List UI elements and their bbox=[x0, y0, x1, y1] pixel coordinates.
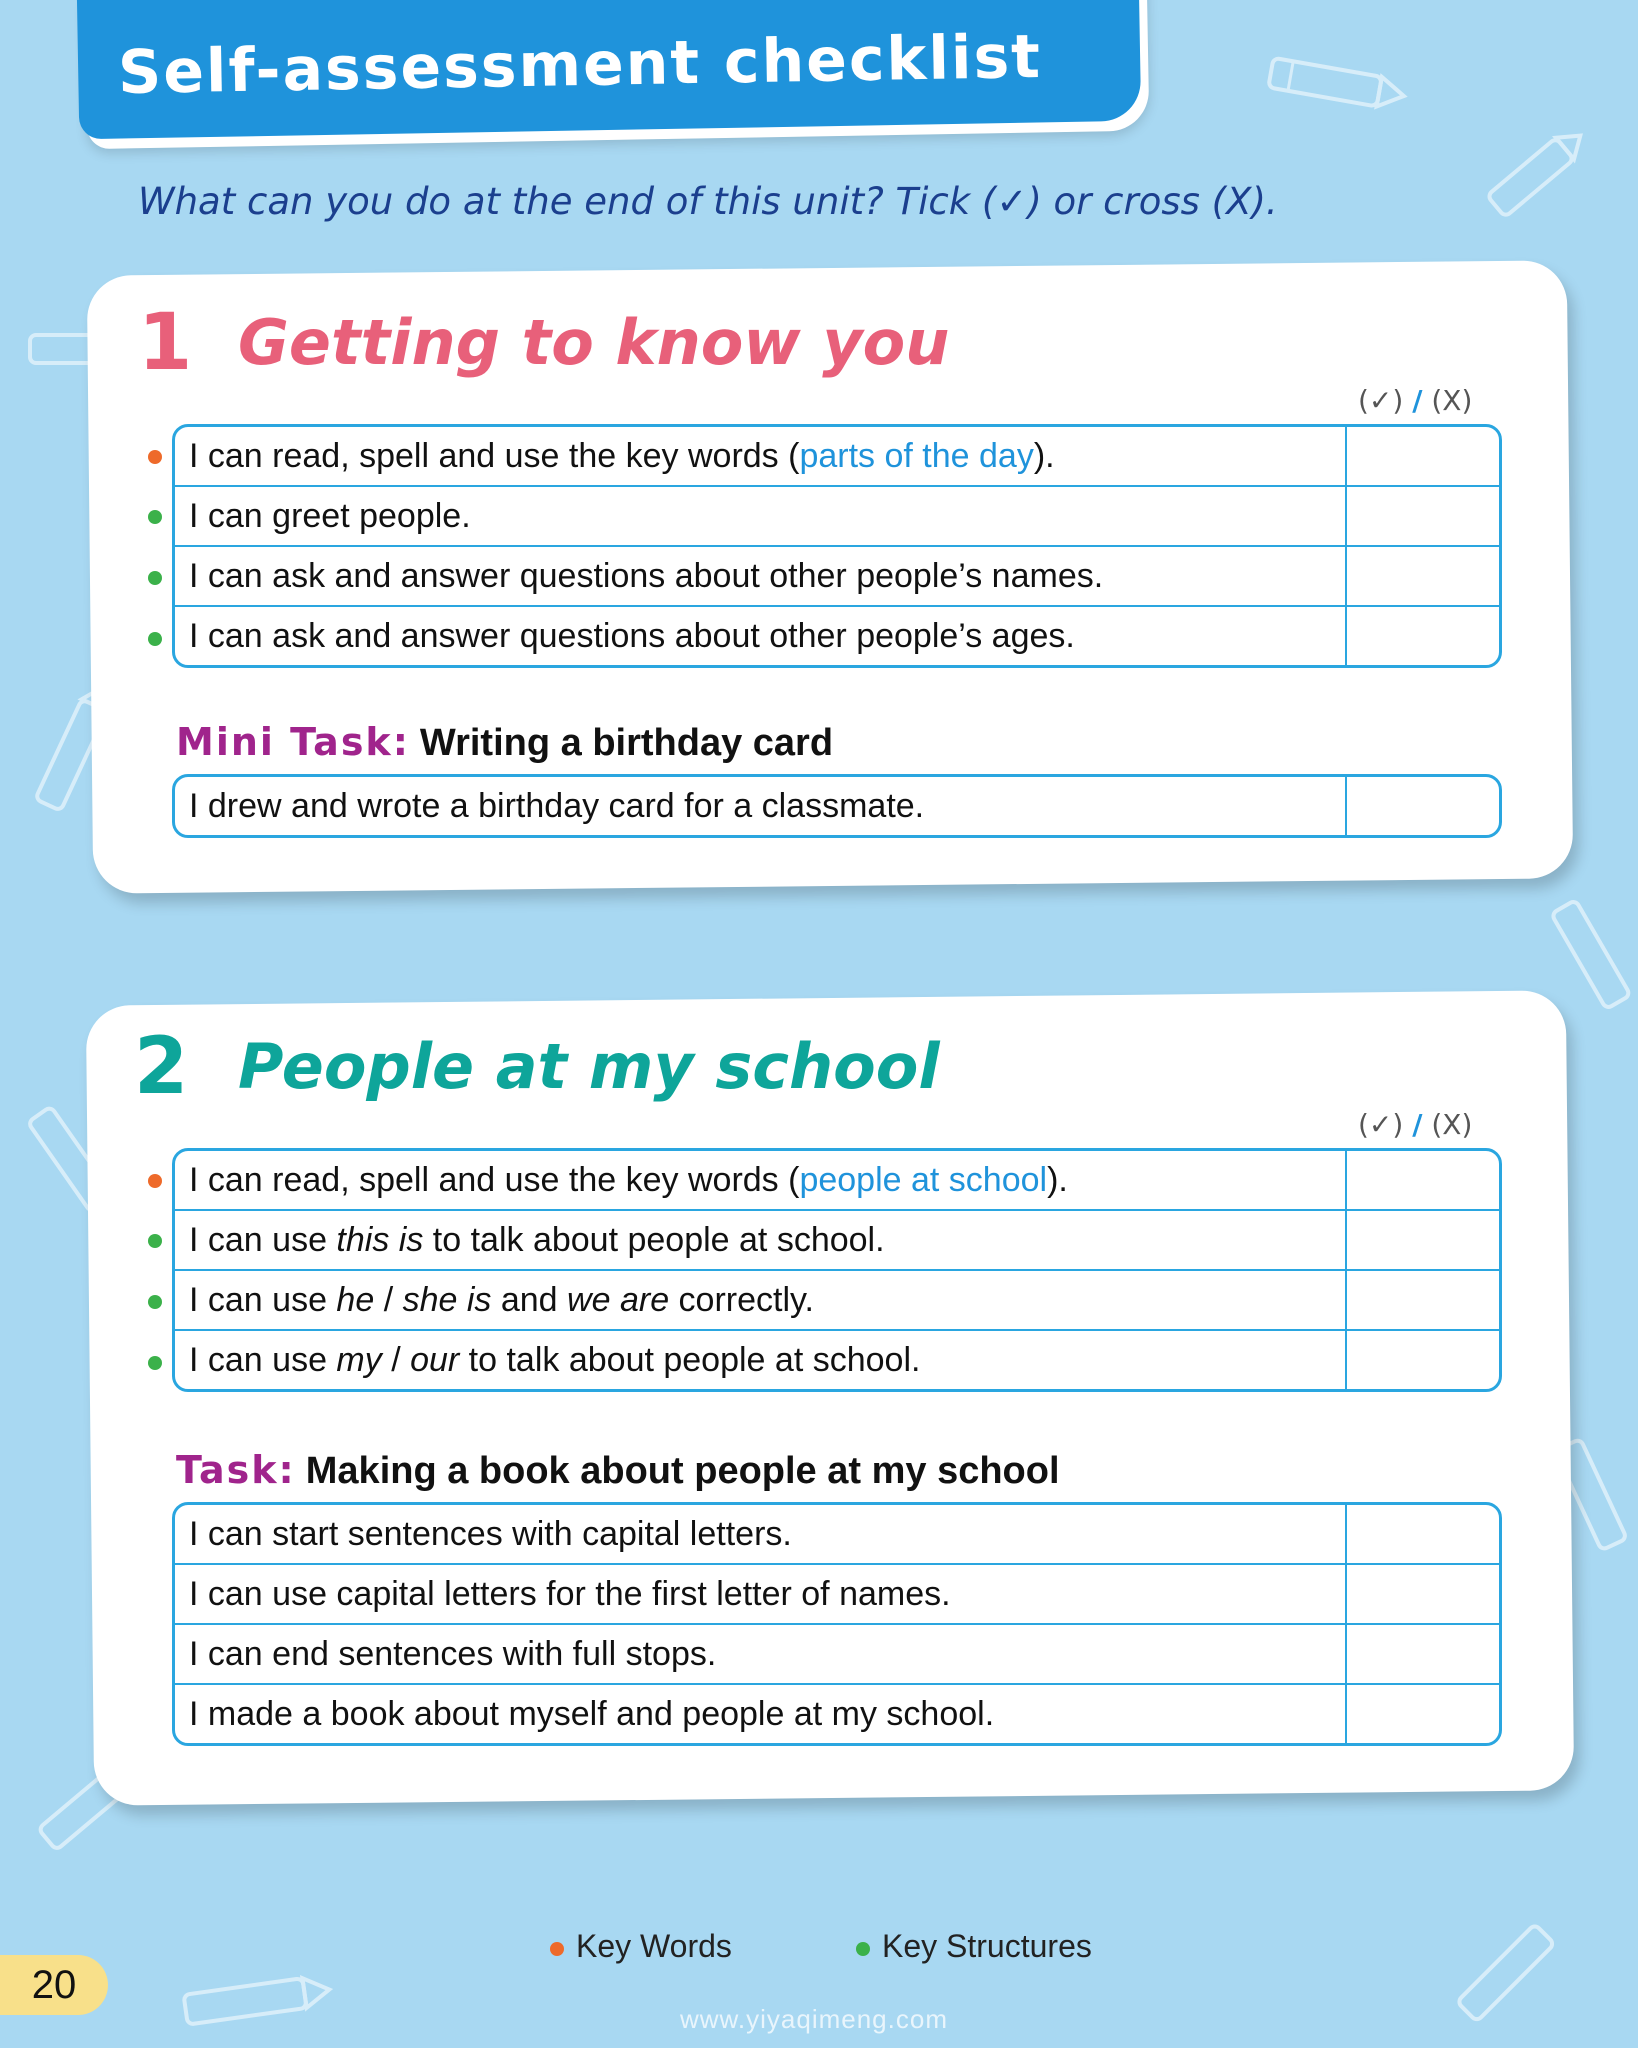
tick-box[interactable] bbox=[1345, 1685, 1499, 1743]
checklist-statement: I made a book about myself and people at my school. bbox=[189, 1694, 995, 1733]
tick-label: (✓) bbox=[1358, 384, 1404, 417]
highlight-text: parts of the day bbox=[799, 436, 1034, 475]
key-structures-dot bbox=[856, 1942, 870, 1956]
checklist-statement: I can ask and answer questions about other people’s names. bbox=[175, 547, 1345, 607]
tick-box[interactable] bbox=[1345, 1331, 1499, 1389]
checklist-statement: I can start sentences with capital letters. bbox=[175, 1505, 1345, 1565]
checklist-statement: I can use he / she is and we are correctly. bbox=[175, 1271, 1345, 1331]
checklist-statement: I can greet people. bbox=[175, 487, 1345, 547]
unit-2-task-checklist bbox=[172, 1502, 1502, 1746]
slash-label: / bbox=[1412, 1108, 1423, 1141]
unit-1-checklist bbox=[172, 424, 1502, 668]
checklist-row bbox=[175, 1565, 1499, 1625]
checklist-row bbox=[175, 1685, 1499, 1743]
tick-box[interactable] bbox=[1345, 1565, 1499, 1625]
checklist-statement: I can read, spell and use the key words (people at school). bbox=[175, 1151, 1345, 1211]
key-structures-dot bbox=[148, 1356, 162, 1370]
cross-label: (X) bbox=[1431, 1108, 1473, 1141]
task-label: Mini Task: bbox=[176, 720, 410, 764]
page-title: Self-assessment checklist bbox=[117, 21, 1043, 109]
pencil-icon bbox=[1440, 1900, 1580, 2040]
legend-key-structures: Key Structures bbox=[856, 1928, 1092, 1965]
tick-box[interactable] bbox=[1345, 607, 1499, 665]
unit-2-title: People at my school bbox=[238, 1030, 940, 1103]
key-structures-dot bbox=[148, 1295, 162, 1309]
checklist-row bbox=[175, 1505, 1499, 1565]
checklist-row bbox=[175, 1151, 1499, 1211]
checklist-statement: I can end sentences with full stops. bbox=[175, 1625, 1345, 1685]
unit-2-checklist bbox=[172, 1148, 1502, 1392]
tick-box[interactable] bbox=[1345, 1211, 1499, 1271]
key-structures-dot bbox=[148, 632, 162, 646]
key-structures-dot bbox=[148, 1234, 162, 1248]
task-title: Making a book about people at my school bbox=[305, 1450, 1060, 1492]
checklist-row bbox=[175, 1331, 1499, 1389]
checklist-row bbox=[175, 547, 1499, 607]
highlight-text: people at school bbox=[799, 1160, 1048, 1199]
tick-cross-header bbox=[1358, 384, 1472, 417]
pencil-icon bbox=[1250, 48, 1410, 118]
checklist-statement: I can use this is to talk about people at school. bbox=[175, 1211, 1345, 1271]
key-structures-dot bbox=[148, 571, 162, 585]
checklist-statement: I drew and wrote a birthday card for a classmate. bbox=[189, 786, 925, 825]
key-structures-dot bbox=[148, 510, 162, 524]
unit-1-task-checklist bbox=[172, 774, 1502, 838]
slash-label: / bbox=[1412, 384, 1423, 417]
tick-box[interactable] bbox=[1345, 1151, 1499, 1211]
instruction-text: What can you do at the end of this unit? Tick (✓) or cross (X). bbox=[138, 180, 1278, 223]
unit-1-number: 1 bbox=[138, 298, 193, 388]
cross-label: (X) bbox=[1431, 384, 1473, 417]
task-title: Writing a birthday card bbox=[419, 722, 834, 764]
tick-box[interactable] bbox=[1345, 427, 1499, 487]
unit-2-task-heading bbox=[176, 1448, 1060, 1493]
key-words-dot bbox=[148, 450, 162, 464]
checklist-row bbox=[175, 487, 1499, 547]
unit-2-number: 2 bbox=[134, 1022, 189, 1112]
unit-1-title: Getting to know you bbox=[238, 306, 950, 379]
key-words-dot bbox=[148, 1174, 162, 1188]
checklist-row bbox=[175, 607, 1499, 665]
checklist-row bbox=[175, 777, 1499, 835]
legend-key-words: Key Words bbox=[550, 1928, 732, 1965]
tick-label: (✓) bbox=[1358, 1108, 1404, 1141]
tick-box[interactable] bbox=[1345, 777, 1499, 835]
tick-box[interactable] bbox=[1345, 1505, 1499, 1565]
tick-box[interactable] bbox=[1345, 547, 1499, 607]
checklist-statement: I can ask and answer questions about other people’s ages. bbox=[189, 616, 1075, 655]
checklist-row bbox=[175, 1625, 1499, 1685]
tick-box[interactable] bbox=[1345, 1271, 1499, 1331]
tick-box[interactable] bbox=[1345, 1625, 1499, 1685]
page-number: 20 bbox=[0, 1955, 108, 2015]
key-words-dot bbox=[550, 1942, 564, 1956]
checklist-row bbox=[175, 1211, 1499, 1271]
tick-cross-header bbox=[1358, 1108, 1472, 1141]
pencil-icon bbox=[170, 1960, 340, 2040]
unit-1-task-heading bbox=[176, 720, 833, 765]
checklist-row bbox=[175, 1271, 1499, 1331]
pencil-icon bbox=[1470, 110, 1600, 240]
checklist-statement: I can read, spell and use the key words (parts of the day). bbox=[175, 427, 1345, 487]
checklist-statement: I can use my / our to talk about people at school. bbox=[189, 1340, 921, 1379]
tick-box[interactable] bbox=[1345, 487, 1499, 547]
checklist-row bbox=[175, 427, 1499, 487]
watermark: www.yiyaqimeng.com bbox=[680, 2004, 948, 2034]
checklist-statement: I can use capital letters for the first letter of names. bbox=[175, 1565, 1345, 1625]
task-label: Task: bbox=[176, 1448, 296, 1492]
